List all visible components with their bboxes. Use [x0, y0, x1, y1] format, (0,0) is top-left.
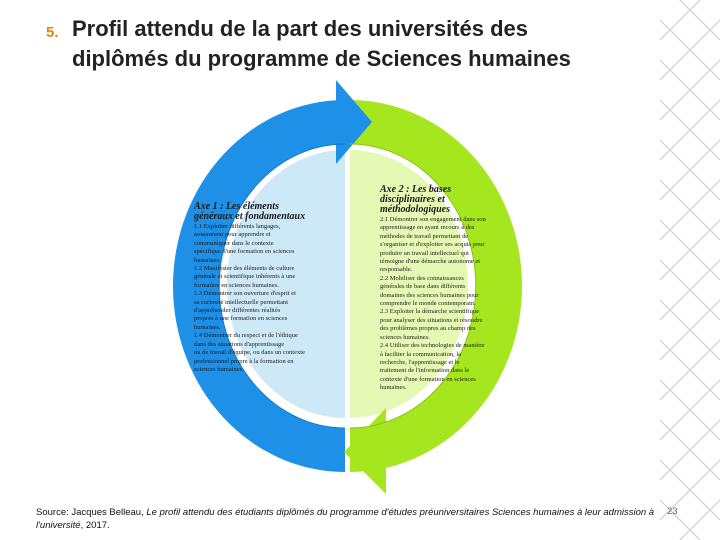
axis-2-line: domaines des sciences humaines pour: [380, 291, 479, 299]
title-line-1: Profil attendu de la part des universités des: [72, 16, 529, 41]
source-suffix: , 2017.: [80, 520, 110, 531]
axis-2-title-line-2: disciplinaires et: [380, 194, 445, 205]
source-prefix: Source: Jacques Belleau,: [36, 507, 147, 518]
axis-1-line: propres à une formation en sciences: [194, 315, 288, 323]
axis-1-line: humaines.: [194, 323, 221, 331]
axis-2-line: 2.1 Démontrer son engagement dans son: [380, 216, 486, 223]
axis-2-line: sciences humaines.: [380, 333, 430, 341]
axis-2-line: à faciliter la communication, la: [380, 350, 462, 358]
slide-number-label: 5.: [46, 24, 59, 41]
axis-1-line: dans des situations d'apprentissage: [194, 340, 285, 348]
axis-2-line: générales de base dans différents: [380, 283, 466, 291]
axis-2-line: méthodes de travail permettant de: [380, 232, 469, 240]
axis-2-text: [380, 185, 518, 392]
axis-1-line: spécifique d'une formation en sciences: [194, 248, 295, 256]
axis-2-line: pour analyser des situations et résoudre: [380, 316, 483, 324]
axis-1-line: générale et scientifique inhérents à une: [194, 273, 296, 281]
axis-1-line: ou de travail d'équipe, ou dans un contexte: [194, 349, 305, 357]
axis-1-line: professionnel propre à la formation en: [194, 357, 294, 365]
axis-1-line: sciences humaines.: [194, 365, 244, 373]
axis-1-line: formation en sciences humaines.: [194, 281, 279, 289]
axis-1-text: [194, 202, 326, 373]
axis-2-line: comprendre le monde contemporain.: [380, 300, 476, 308]
axis-1-title-line-2: généraux et fondamentaux: [194, 211, 306, 222]
axis-2-title-line-1: Axe 2 : Les bases: [380, 184, 452, 195]
axis-2-line: 2.4 Utiliser des technologies de manière: [380, 342, 485, 350]
axis-1-line: humaines.: [194, 256, 221, 264]
profile-diagram: [140, 72, 560, 502]
decorative-pattern: [660, 0, 720, 540]
axis-1-line: communiquer dans le contexte: [194, 239, 274, 247]
axis-2-line: contexte d'une formation en sciences: [380, 375, 476, 383]
page-number: 23: [667, 506, 678, 517]
axis-2-line: responsable.: [380, 266, 413, 274]
axis-1-line: d'appréhender différentes réalités: [194, 307, 281, 315]
axis-1-line: sa curiosité intellectuelle permettant: [194, 298, 289, 306]
title-line-2: diplômés du programme de Sciences humaines: [72, 46, 571, 71]
axis-2-line: humaines.: [380, 384, 407, 392]
axis-1-line: 1.1 Exploiter différents langages,: [194, 223, 281, 230]
green-arrowhead: [344, 408, 386, 494]
axis-2-line: 2.2 Mobiliser des connaissances: [380, 274, 464, 282]
axis-1-title-line-1: Axe 1 : Les éléments: [194, 201, 279, 212]
axis-2-title-line-3: méthodologiques: [380, 204, 451, 215]
source-citation: [36, 506, 656, 532]
slide-title: [72, 14, 672, 74]
axis-2-line: des problèmes propres au champ des: [380, 325, 476, 333]
axis-1-line: 1.3 Démontrer son ouverture d'esprit et: [194, 290, 296, 298]
axis-1-line: 1.4 Démontrer du respect et de l'éthique: [194, 332, 298, 340]
axis-2-line: témoigne d'une démarche autonome et: [380, 258, 481, 266]
axis-2-line: 2.3 Exploiter la démarche scientifique: [380, 308, 480, 316]
axis-1-line: notamment pour apprendre et: [194, 231, 271, 239]
axis-2-line: traitement de l'information dans le: [380, 367, 470, 375]
axis-2-line: apprentissage en ayant recours à des: [380, 224, 475, 232]
axis-2-line: produire un travail intellectuel qui: [380, 249, 469, 257]
axis-1-line: 1.2 Manifester des éléments de culture: [194, 265, 295, 273]
axis-2-line: s'organiser et d'exploiter ses acquis pour: [380, 241, 485, 249]
source-title: Le profil attendu des étudiants diplômés du programme d'études préuniversitaires Sciences humaines à leur admission à l'université: [36, 507, 655, 531]
axis-2-line: recherche, l'apprentissage et le: [380, 358, 460, 366]
